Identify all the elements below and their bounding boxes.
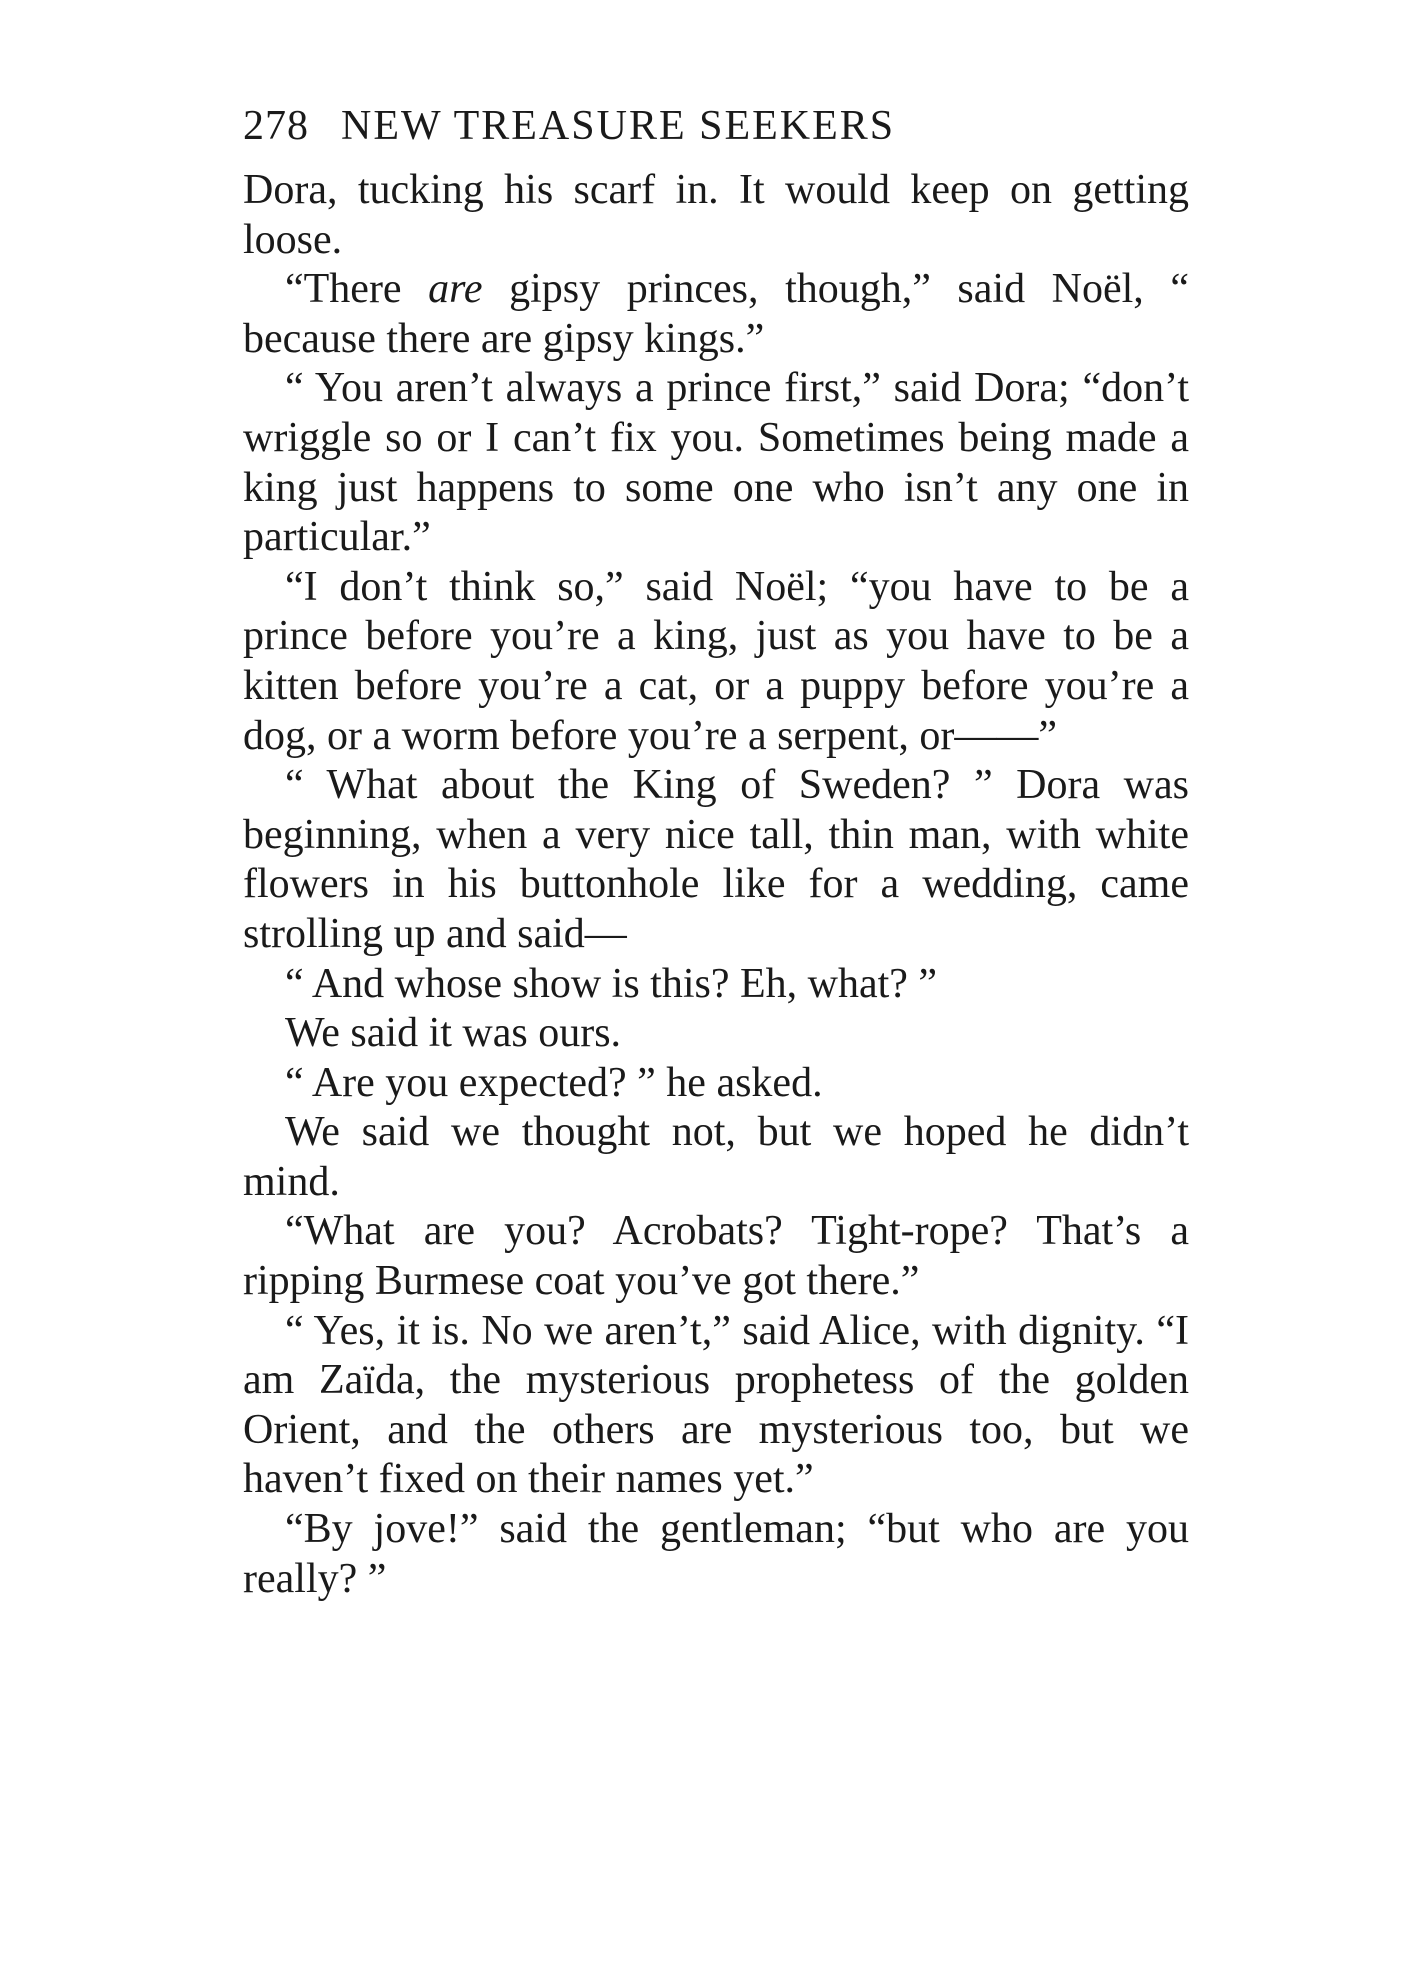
paragraph-12: “By jove!” said the gentleman; “but who are you really? ” [243,1506,1189,1602]
text-block [243,96,1189,1604]
book-title: NEW TREASURE SEEKERS [341,103,896,149]
paragraph-11: “ Yes, it is. No we aren’t,” said Alice, with dignity. “I am Zaïda, the mysterious prophetess of the golden Orient, and the others are mysterious too, but we haven’t fixed on their names yet.” [243,1307,1189,1503]
paragraph-4: “I don’t think so,” said Noël; “you have to be a prince before you’re a king, just as you have to be a kitten before you’re a cat, or a puppy before you’re a dog, or a worm before you’re a serpent, or——” [243,563,1189,759]
running-head [243,96,1189,156]
paragraph-8: “ Are you expected? ” he asked. [285,1059,823,1106]
paragraph-2 [243,265,1189,364]
paragraph-9: We said we thought not, but we hoped he didn’t mind. [243,1109,1189,1205]
page-number: 278 [243,103,309,149]
paragraph-10: “What are you? Acrobats? Tight-rope? That’s a ripping Burmese coat you’ve got there.” [243,1208,1189,1305]
paragraph-5: “ What about the King of Sweden? ” Dora was beginning, when a very nice tall, thin man, with white flowers in his buttonhole like for a wedding, came strolling up and said— [243,762,1189,957]
paragraph-2-emphasis: are [428,266,483,313]
paragraph-2-before: “There [285,266,429,313]
paragraph-3: “ You aren’t always a prince first,” said Dora; “don’t wriggle so or I can’t fix you. Sometimes being made a king just happens to some one who isn’t any one in particular.” [243,365,1189,561]
body-text [243,166,1189,1604]
paragraph-6: “ And whose show is this? Eh, what? ” [285,960,938,1007]
paragraph-7: We said it was ours. [285,1010,622,1057]
paragraph-2-after: gipsy princes, though,” said Noël, “ because there are gipsy kings.” [243,266,1189,362]
paragraph-1: Dora, tucking his scarf in. It would keep on getting loose. [243,167,1189,263]
